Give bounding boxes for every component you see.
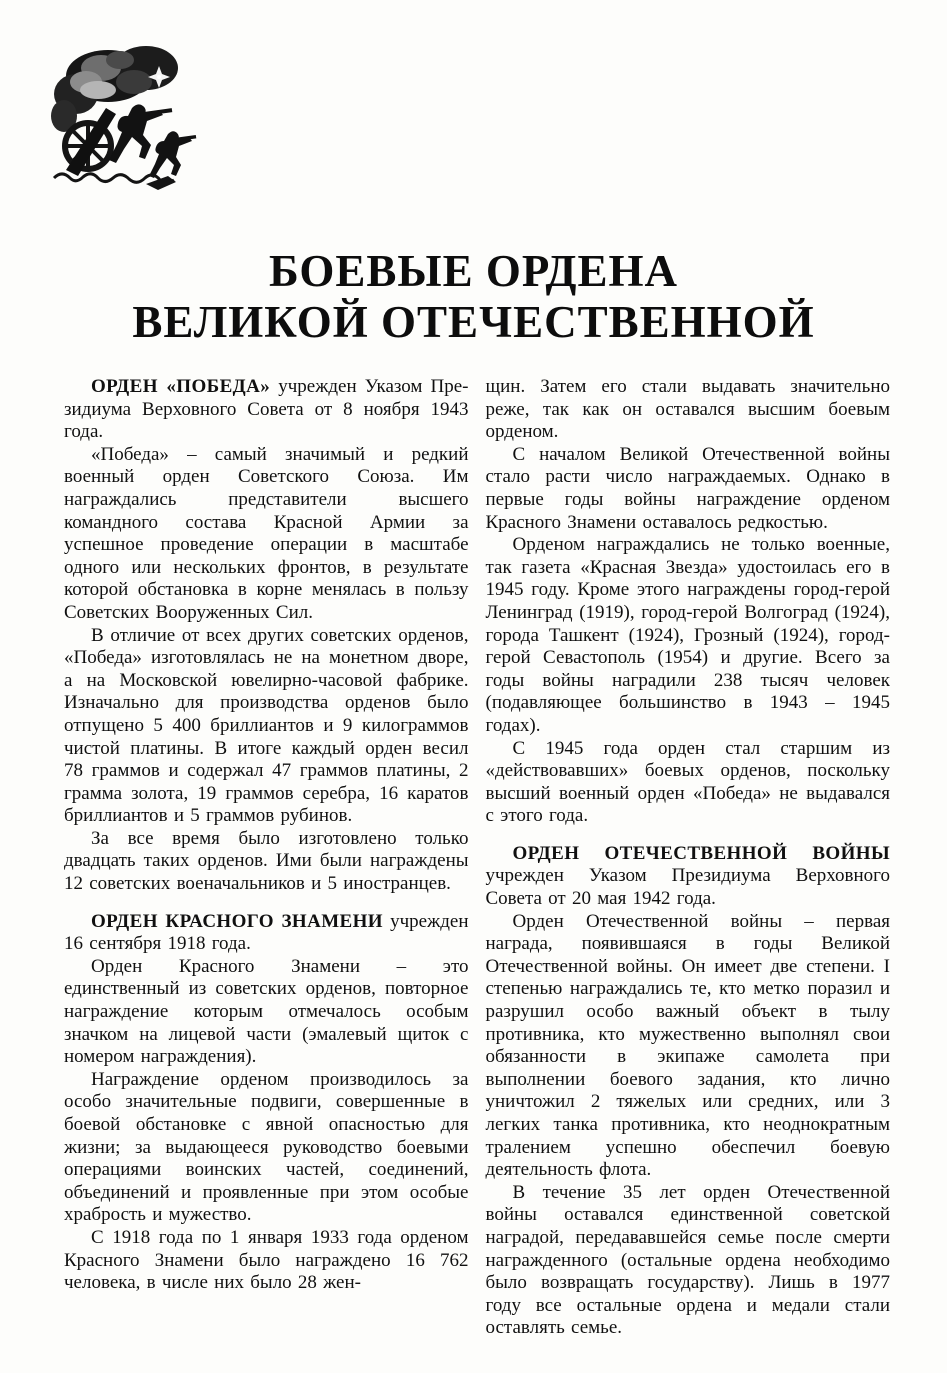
- paragraph: Орденом награждались не только военные, так газета «Красная Звезда» удостоилась его в 1945 году. Кроме этого награждены город-герой Ленинград (1919), город-герой Волгоград (1924), города Ташкент (1924), Грозный (1924), город-герой Севастополь (1954) и другие. Всего за годы войны наградили 238 тысяч человек (подавляющее большинство в 1943 – 1945 годах).: [485, 534, 890, 736]
- page-title: [0, 246, 947, 348]
- page-title-line2: ВЕЛИКОЙ ОТЕЧЕСТВЕННОЙ: [132, 297, 815, 347]
- smoke-cloud: [51, 46, 178, 132]
- section-heading: ОРДЕН КРАСНОГО ЗНАМЕНИ: [91, 910, 383, 932]
- paragraph: В течение 35 лет орден Отечественной войны оставался единственной советской наградой, передававшейся семье после смерти награжденного (остальные ордена необходимо было возвращать государству). Лишь в 1977 году все остальные ордена и медали стали оставлять семье.: [485, 1181, 890, 1339]
- paragraph: С началом Великой Отечественной войны стало расти число награждаемых. Однако в первые годы войны награждение орденом Красного Знамени оставалось редкостью.: [485, 443, 890, 533]
- paragraph: Награждение орденом производилось за особо значительные подвиги, совершенные в боевой обстановке с явной опасностью для жизни; за выдающееся руководство боевыми операциями воинских частей, соединений, объединений и проявленные при этом особые храбрость и мужество.: [64, 1068, 469, 1226]
- paragraph: «Победа» – самый значимый и редкий военный орден Советского Союза. Им награждались представители высшего командного состава Красной Армии за успешное проведение операции в масштабе одного или нескольких фронтов, в результате которой обстановка в корне менялась в пользу Советских Вооруженных Сил.: [64, 443, 469, 623]
- article-body: [64, 376, 890, 1340]
- paragraph: В отличие от всех других советских орденов, «Победа» изготовлялась не на монетном дворе, а на Московской ювелирно-часовой фабрике. Изначально для производства орденов было отпущено 5 400 бриллиантов и 9 килограммов чистой платины. В итоге каждый орден весил 78 граммов и содержал 47 граммов платины, 2 грамма золота, 19 граммов серебра, 16 каратов бриллиантов и 5 граммов рубинов.: [64, 624, 469, 827]
- left-column: [64, 376, 469, 1340]
- section-heading: ОРДЕН «ПОБЕДА»: [91, 376, 271, 397]
- soldier-silhouettes: [109, 104, 196, 178]
- section-paragraph: ОРДЕН КРАСНОГО ЗНАМЕНИ учрежден 16 сентября 1918 года.: [64, 910, 469, 955]
- right-column: [486, 376, 891, 1340]
- battle-vignette-illustration: [46, 38, 206, 198]
- paragraph: За все время было изготовлено только двадцать таких орденов. Ими были награждены 12 советских военачальников и 5 иностранцев.: [64, 827, 469, 895]
- section-paragraph: ОРДЕН ОТЕЧЕСТВЕННОЙ ВОЙНЫ учрежден Указом Президиума Верховного Совета от 20 мая 1942 года.: [485, 842, 890, 910]
- paragraph: щин. Затем его стали выдавать значительно реже, так как он оставался высшим боевым орденом.: [485, 376, 890, 443]
- ground-line: [54, 174, 176, 190]
- paragraph: С 1945 года орден стал старшим из «действовавших» боевых орденов, поскольку высший военный орден «Победа» не выдавался с этого года.: [485, 737, 890, 827]
- paragraph: Орден Красного Знамени – это единственный из советских орденов, повторное награждение которым отмечалось особым значком на лицевой части (эмалевый щиток с номером награждения).: [64, 955, 469, 1068]
- section-paragraph: ОРДЕН «ПОБЕДА» учрежден Указом Президиума Верховного Совета от 8 ноября 1943 года.: [64, 376, 469, 443]
- paragraph: Орден Отечественной войны – первая награда, появившаяся в годы Великой Отечественной войны. Он имеет две степени. I степенью награждались те, кто метко поразил и разрушил особо важный объект в тылу противника, кто мужественно выполнял свои обязанности в экипаже самолета при выполнении боевого задания, кто лично уничтожил 2 тяжелых или средних, или 3 легких танка противника, кто неоднократным тралением успешно обеспечил боевую деятельность флота.: [485, 910, 890, 1181]
- paragraph: С 1918 года по 1 января 1933 года орденом Красного Знамени было награждено 16 762 человека, в числе них было 28 жен-: [64, 1226, 469, 1294]
- battle-vignette-svg: [46, 38, 206, 198]
- section-heading: ОРДЕН ОТЕЧЕСТВЕННОЙ ВОЙНЫ: [512, 842, 890, 864]
- page-title-line1: БОЕВЫЕ ОРДЕНА: [268, 246, 679, 296]
